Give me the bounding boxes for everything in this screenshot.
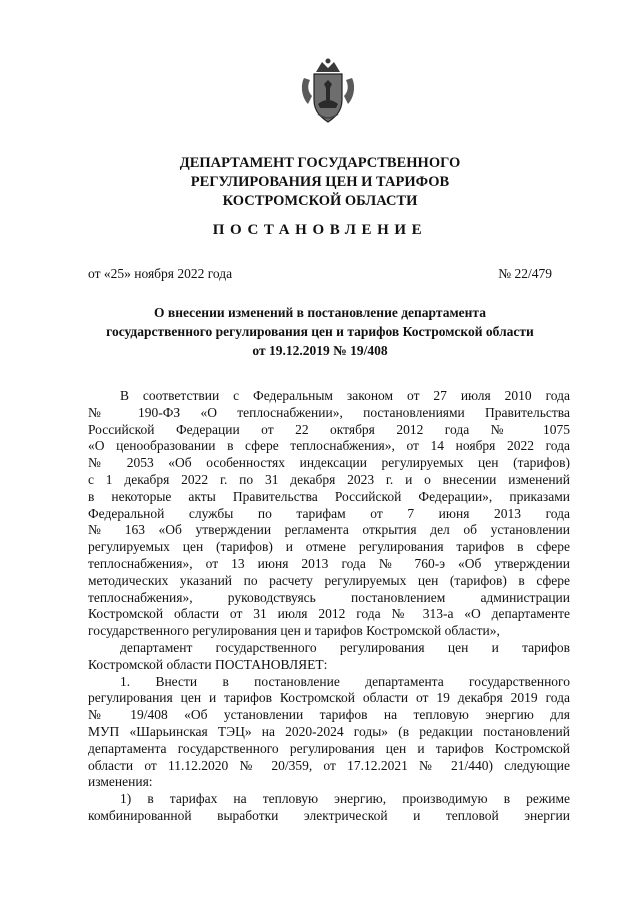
department-heading [60,154,580,211]
body-line: методических указаний по расчету регулируемых цен (тарифов) в сфере [88,572,570,588]
body-line: Костромской области от 31 июля 2012 года № 313-а «О департаменте [88,606,570,622]
body-line: теплоснабжения», от 13 июня 2013 года № 760-э «Об утверждении [88,555,570,571]
subject-line: государственного регулирования цен и тарифов Костромской области [106,324,534,339]
body-line: 1. Внести в постановление департамента государственного [120,673,570,689]
body-line: № 19/408 «Об установлении тарифов на тепловую энергию для [88,707,570,723]
document-type-title: ПОСТАНОВЛЕНИЕ [212,222,428,238]
body-line: департамент государственного регулирования цен и тарифов [120,639,570,655]
body-line: с 1 декабря 2022 г. по 31 декабря 2023 г. и о внесении изменений [88,471,570,487]
body-line: МУП «Шарьинская ТЭЦ» на 2020-2024 годы» (в редакции постановлений [88,723,570,739]
document-body [88,388,570,825]
body-line: № 163 «Об утверждении регламента открытия дел об установлении [88,522,570,538]
subject-line: от 19.12.2019 № 19/408 [252,343,388,358]
body-line: департамента государственного регулирования цен и тарифов Костромской [88,740,570,756]
body-line: государственного регулирования цен и тарифов Костромской области», [88,623,500,639]
body-line: теплоснабжения», руководствуясь постановлением администрации [88,589,570,605]
document-number: № 22/479 [498,266,552,281]
subject-line: О внесении изменений в постановление департамента [154,305,486,320]
body-line: Костромской области ПОСТАНОВЛЯЕТ: [88,656,328,672]
department-heading-line: ДЕПАРТАМЕНТ ГОСУДАРСТВЕННОГО [179,155,461,171]
body-line: изменения: [88,774,153,790]
document-date: от «25» ноября 2022 года [88,266,233,281]
body-line: Федеральной службы по тарифам от 7 июня 2013 года [88,505,570,521]
body-line: № 190-ФЗ «О теплоснабжении», постановлениями Правительства [88,404,570,420]
body-line: «О ценообразовании в сфере теплоснабжения», от 14 ноября 2022 года [88,438,570,454]
body-line: Российской Федерации от 22 октября 2012 года № 1075 [88,421,570,437]
body-line: № 2053 «Об особенностях индексации регулируемых цен (тарифов) [88,455,570,471]
coat-of-arms-icon [298,56,358,128]
body-line: В соответствии с Федеральным законом от 27 июля 2010 года [120,388,570,403]
body-line: комбинированной выработки электрической и тепловой энергии [88,807,570,823]
body-line: регулируемых цен (тарифов) и отмене регулирования тарифов в сфере [88,539,570,555]
body-line: 1) в тарифах на тепловую энергию, производимую в режиме [120,791,570,807]
department-heading-line: РЕГУЛИРОВАНИЯ ЦЕН И ТАРИФОВ [190,174,450,190]
body-line: в некоторые акты Правительства Российской Федерации», приказами [88,488,570,504]
body-line: регулирования цен и тарифов Костромской области от 19 декабря 2019 года [88,690,570,706]
body-line: области от 11.12.2020 № 20/359, от 17.12.2021 № 21/440) следующие [88,757,570,773]
document-subject [60,303,580,360]
department-heading-line: КОСТРОМСКОЙ ОБЛАСТИ [222,193,418,209]
